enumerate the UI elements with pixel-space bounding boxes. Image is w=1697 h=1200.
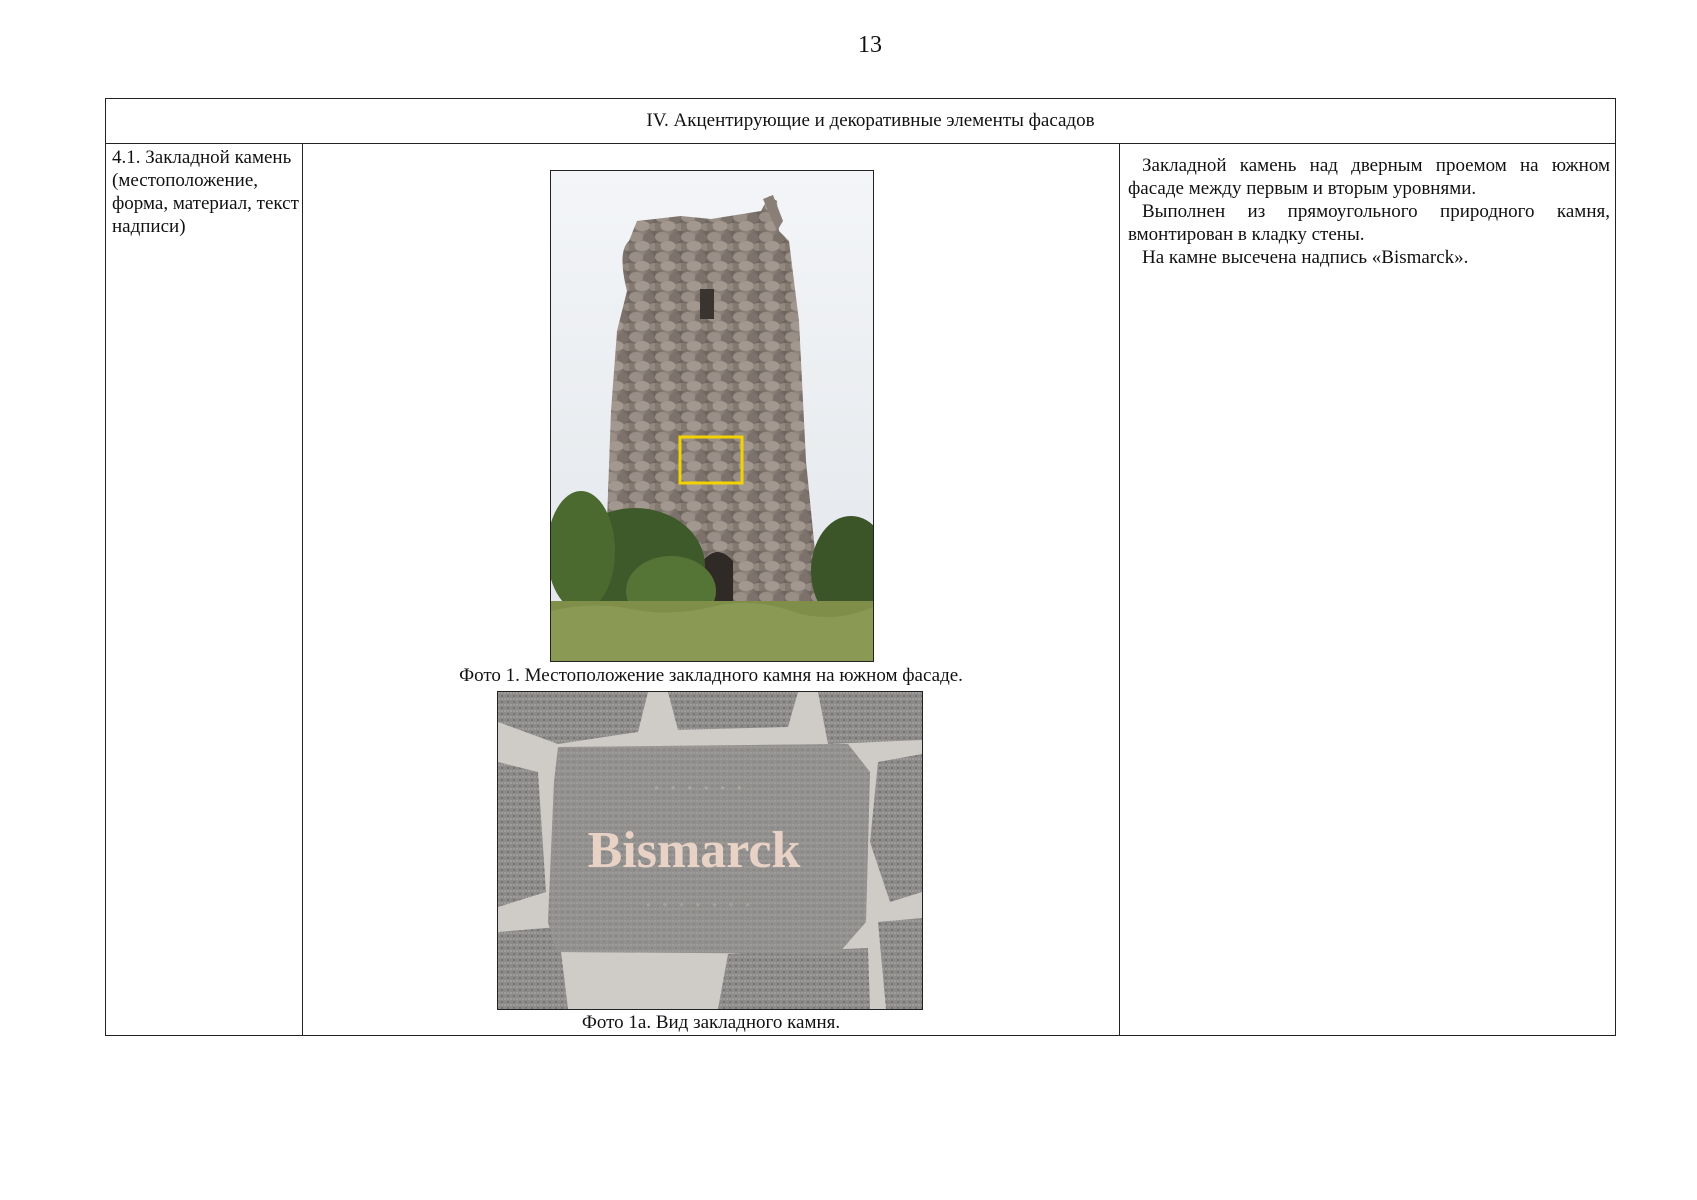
description-paragraph: Выполнен из прямоугольного природного камня, вмонтирован в кладку стены. <box>1128 201 1610 245</box>
section-header: IV. Акцентирующие и декоративные элементы фасадов <box>106 99 1615 144</box>
document-table <box>105 98 1616 1036</box>
item-label: 4.1. Закладной камень (местоположение, форма, материал, текст надписи) <box>112 147 299 237</box>
stone-photo-image <box>498 692 922 1009</box>
photo1-caption: Фото 1. Местоположение закладного камня на южном фасаде. <box>459 665 963 686</box>
stone-inscription: Bismarck <box>587 822 801 879</box>
stone-photo <box>497 691 923 1010</box>
tower-photo-image <box>551 171 873 661</box>
svg-text:· · · · · · ·: · · · · · · · <box>644 891 752 921</box>
column-divider <box>302 143 303 1035</box>
photo2-caption: Фото 1а. Вид закладного камня. <box>581 1012 841 1033</box>
description <box>1128 154 1610 269</box>
column-divider <box>1119 143 1120 1035</box>
description-paragraph: На камне высечена надпись «Bismarck». <box>1142 247 1469 268</box>
page-number: 13 <box>858 32 882 58</box>
tower-photo <box>550 170 874 662</box>
svg-text:· · · · · ·: · · · · · · <box>652 774 744 804</box>
description-paragraph: Закладной камень над дверным проемом на южном фасаде между первым и вторым уровнями. <box>1128 155 1610 199</box>
